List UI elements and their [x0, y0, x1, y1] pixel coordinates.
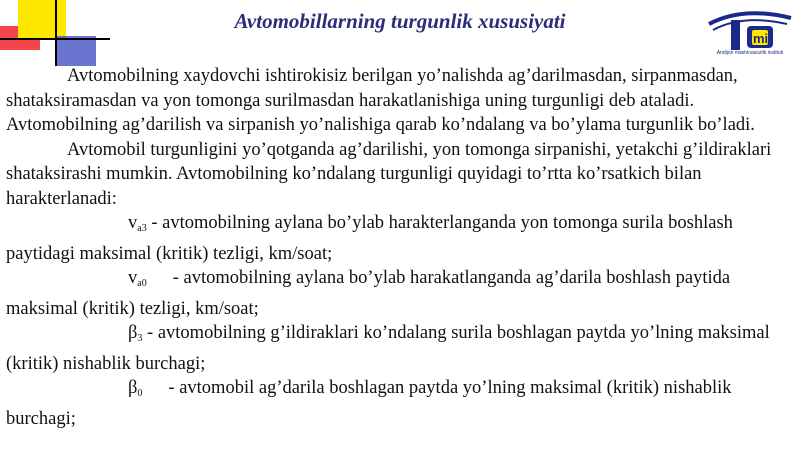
paragraph-definition: Avtomobilning xaydovchi ishtirokisiz berilgan yo’nalishda ag’darilmasdan, sirpanmasdan, shataksiramasdan va yon tomonga surilmasdan harakatlanishiga uning turgunligi deb ataladi. Avtomobilning ag’darilish va sirpanish yo’nalishiga qarab ko’ndalang va bo’ylama turgunlik bo’ladi.: [6, 66, 755, 135]
symbol: β: [128, 323, 138, 343]
subscript: 3: [137, 333, 143, 344]
symbol: v: [128, 213, 138, 233]
symbol: β: [128, 378, 138, 398]
list-item-beta0: [6, 376, 796, 431]
list-item-va0: [6, 266, 796, 321]
paragraph-indicators: Avtomobil turgunligini yo’qotganda ag’darilishi, yon tomonga sirpanishi, yetakchi g’ildiraklari shataksirashi mumkin. Avtomobilning ko’ndalang turgunligi quyidagi to’rtta ko’rsatkich bilan harakterlanadi:: [6, 139, 772, 209]
subscript: a0: [137, 278, 147, 289]
symbol: v: [128, 268, 138, 288]
list-item-beta3: [6, 321, 796, 376]
item-text: - avtomobil ag’darila boshlagan paytda yo’lning maksimal (kritik) nishablik burchagi;: [6, 378, 732, 429]
svg-text:mi: mi: [753, 31, 769, 46]
slide-body: [6, 64, 796, 431]
item-text: - avtomobilning aylana bo’ylab harakterlanganda yon tomonga surila boshlash paytidagi maksimal (kritik) tezligi, km/soat;: [6, 213, 733, 264]
subscript: 0: [137, 388, 143, 399]
logo-caption: Andijon mashinasozlik instituti: [716, 50, 784, 56]
slide-title: Avtomobillarning turgunlik xususiyati: [234, 9, 566, 33]
item-text: - avtomobilning g’ildiraklari ko’ndalang surila boshlagan paytda yo’lning maksimal (kritik) nishablik burchagi;: [6, 323, 770, 374]
list-item-va3: [6, 211, 796, 266]
subscript: a3: [137, 223, 147, 234]
item-text: - avtomobilning aylana bo’ylab harakatlanganda ag’darila boshlash paytida maksimal (kritik) tezligi, km/soat;: [6, 268, 731, 319]
deco-horizontal-line: [0, 38, 110, 40]
deco-blue-block: [56, 36, 96, 66]
